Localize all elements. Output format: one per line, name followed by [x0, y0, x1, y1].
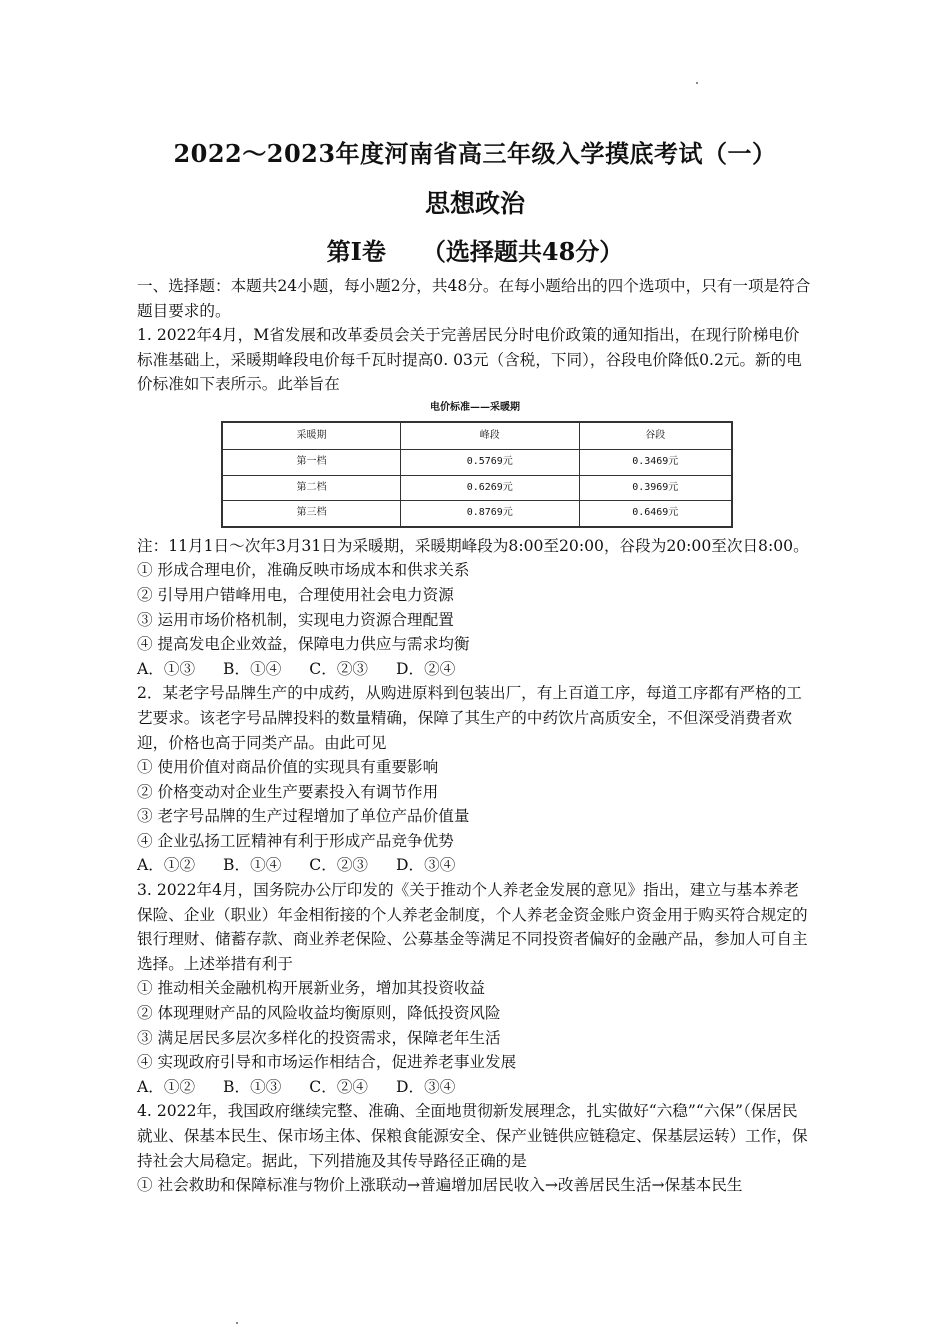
option-d: D．③④ [396, 1077, 456, 1096]
instructions: 一、选择题：本题共24小题，每小题2分，共48分。在每小题给出的四个选项中，只有一项是符合题目要求的。 [137, 277, 811, 320]
q2-item-3: ③ 老字号品牌的生产过程增加了单位产品价值量 [137, 807, 470, 826]
option-b: B．①④ [223, 856, 282, 875]
table-header: 峰段 [401, 422, 580, 450]
table-cell: 0.3469元 [579, 449, 732, 475]
table-header-row [222, 422, 732, 450]
q3-item-1: ① 推动相关金融机构开展新业务，增加其投资收益 [137, 979, 486, 998]
exam-title: 2022～2023年度河南省高三年级入学摸底考试（一） [173, 139, 777, 168]
scan-speck [236, 1322, 238, 1324]
table-header: 采暖期 [222, 422, 401, 450]
option-c: C．②③ [309, 659, 369, 678]
q2-item-1: ① 使用价值对商品价值的实现具有重要影响 [137, 758, 439, 777]
q1-note: 注：11月1日～次年3月31日为采暖期，采暖期峰段为8:00至20:00，谷段为20:00至次日8:00。 [137, 536, 809, 555]
table-header: 谷段 [579, 422, 732, 450]
table-cell: 0.5769元 [401, 449, 580, 475]
subject-title: 思想政治 [424, 189, 525, 218]
q3-item-3: ③ 满足居民多层次多样化的投资需求，保障老年生活 [137, 1028, 501, 1047]
q3-item-2: ② 体现理财产品的风险收益均衡原则，降低投资风险 [137, 1004, 501, 1023]
section-label: 第Ⅰ卷 [326, 237, 386, 266]
q1-options [137, 657, 813, 682]
q2-item-2: ② 价格变动对企业生产要素投入有调节作用 [137, 782, 439, 801]
q1-item-3: ③ 运用市场价格机制，实现电力资源合理配置 [137, 610, 454, 629]
table-caption: 电价标准——采暖期 [430, 401, 520, 413]
price-table [221, 421, 733, 528]
option-a: A．①② [137, 856, 196, 875]
table-cell: 0.8769元 [401, 501, 580, 527]
section-desc: （选择题共48分） [421, 237, 624, 266]
option-d: D．②④ [396, 659, 456, 678]
table-cell: 0.6269元 [401, 475, 580, 501]
option-a: A．①② [137, 1077, 196, 1096]
table-row [222, 501, 732, 527]
q1-stem: 1. 2022年4月，M省发展和改革委员会关于完善居民分时电价政策的通知指出，在现行阶梯电价标准基础上，采暖期峰段电价每千瓦时提高0. 03元（含税，下同），谷段电价降低0.2元。新的电价标准如下表所示。此举旨在 [137, 326, 802, 394]
q4-stem: 4. 2022年，我国政府继续完整、准确、全面地贯彻新发展理念，扎实做好“六稳”“六保”（保居民就业、保基本民生、保市场主体、保粮食能源安全、保产业链供应链稳定、保基层运转）工作，保持社会大局稳定。据此，下列措施及其传导路径正确的是 [137, 1102, 808, 1170]
q1-item-2: ② 引导用户错峰用电，合理使用社会电力资源 [137, 585, 454, 604]
option-b: B．①③ [223, 1077, 282, 1096]
table-row [222, 449, 732, 475]
section-title [0, 232, 950, 267]
exam-body [137, 274, 813, 1198]
q1-item-1: ① 形成合理电价，准确反映市场成本和供求关系 [137, 561, 470, 580]
table-row [222, 475, 732, 501]
table-cell: 0.6469元 [579, 501, 732, 527]
option-c: C．②③ [309, 856, 369, 875]
q3-stem: 3. 2022年4月，国务院办公厅印发的《关于推动个人养老金发展的意见》指出，建立与基本养老保险、企业（职业）年金相衔接的个人养老金制度，个人养老金资金账户资金用于购买符合规定的银行理财、储蓄存款、商业养老保险、公募基金等满足不同投资者偏好的金融产品，参加人可自主选择。上述举措有利于 [137, 881, 808, 973]
q4-item-1: ① 社会救助和保障标准与物价上涨联动→普遍增加居民收入→改善居民生活→保基本民生 [137, 1176, 743, 1195]
table-cell: 第一档 [222, 449, 401, 475]
q1-item-4: ④ 提高发电企业效益，保障电力供应与需求均衡 [137, 635, 470, 654]
option-c: C．②④ [309, 1077, 369, 1096]
q3-options [137, 1075, 813, 1100]
option-d: D．③④ [396, 856, 456, 875]
table-cell: 第三档 [222, 501, 401, 527]
option-b: B．①④ [223, 659, 282, 678]
q2-stem: 2．某老字号品牌生产的中成药，从购进原料到包装出厂，有上百道工序，每道工序都有严格的工艺要求。该老字号品牌投料的数量精确，保障了其生产的中药饮片高质安全，不但深受消费者欢迎，价格也高于同类产品。由此可见 [137, 684, 802, 752]
scan-speck [696, 82, 698, 84]
option-a: A．①③ [137, 659, 196, 678]
q3-item-4: ④ 实现政府引导和市场运作相结合，促进养老事业发展 [137, 1053, 517, 1072]
q1-table-block [137, 401, 813, 528]
table-cell: 0.3969元 [579, 475, 732, 501]
q2-options [137, 853, 813, 878]
table-cell: 第二档 [222, 475, 401, 501]
q2-item-4: ④ 企业弘扬工匠精神有利于形成产品竞争优势 [137, 831, 454, 850]
